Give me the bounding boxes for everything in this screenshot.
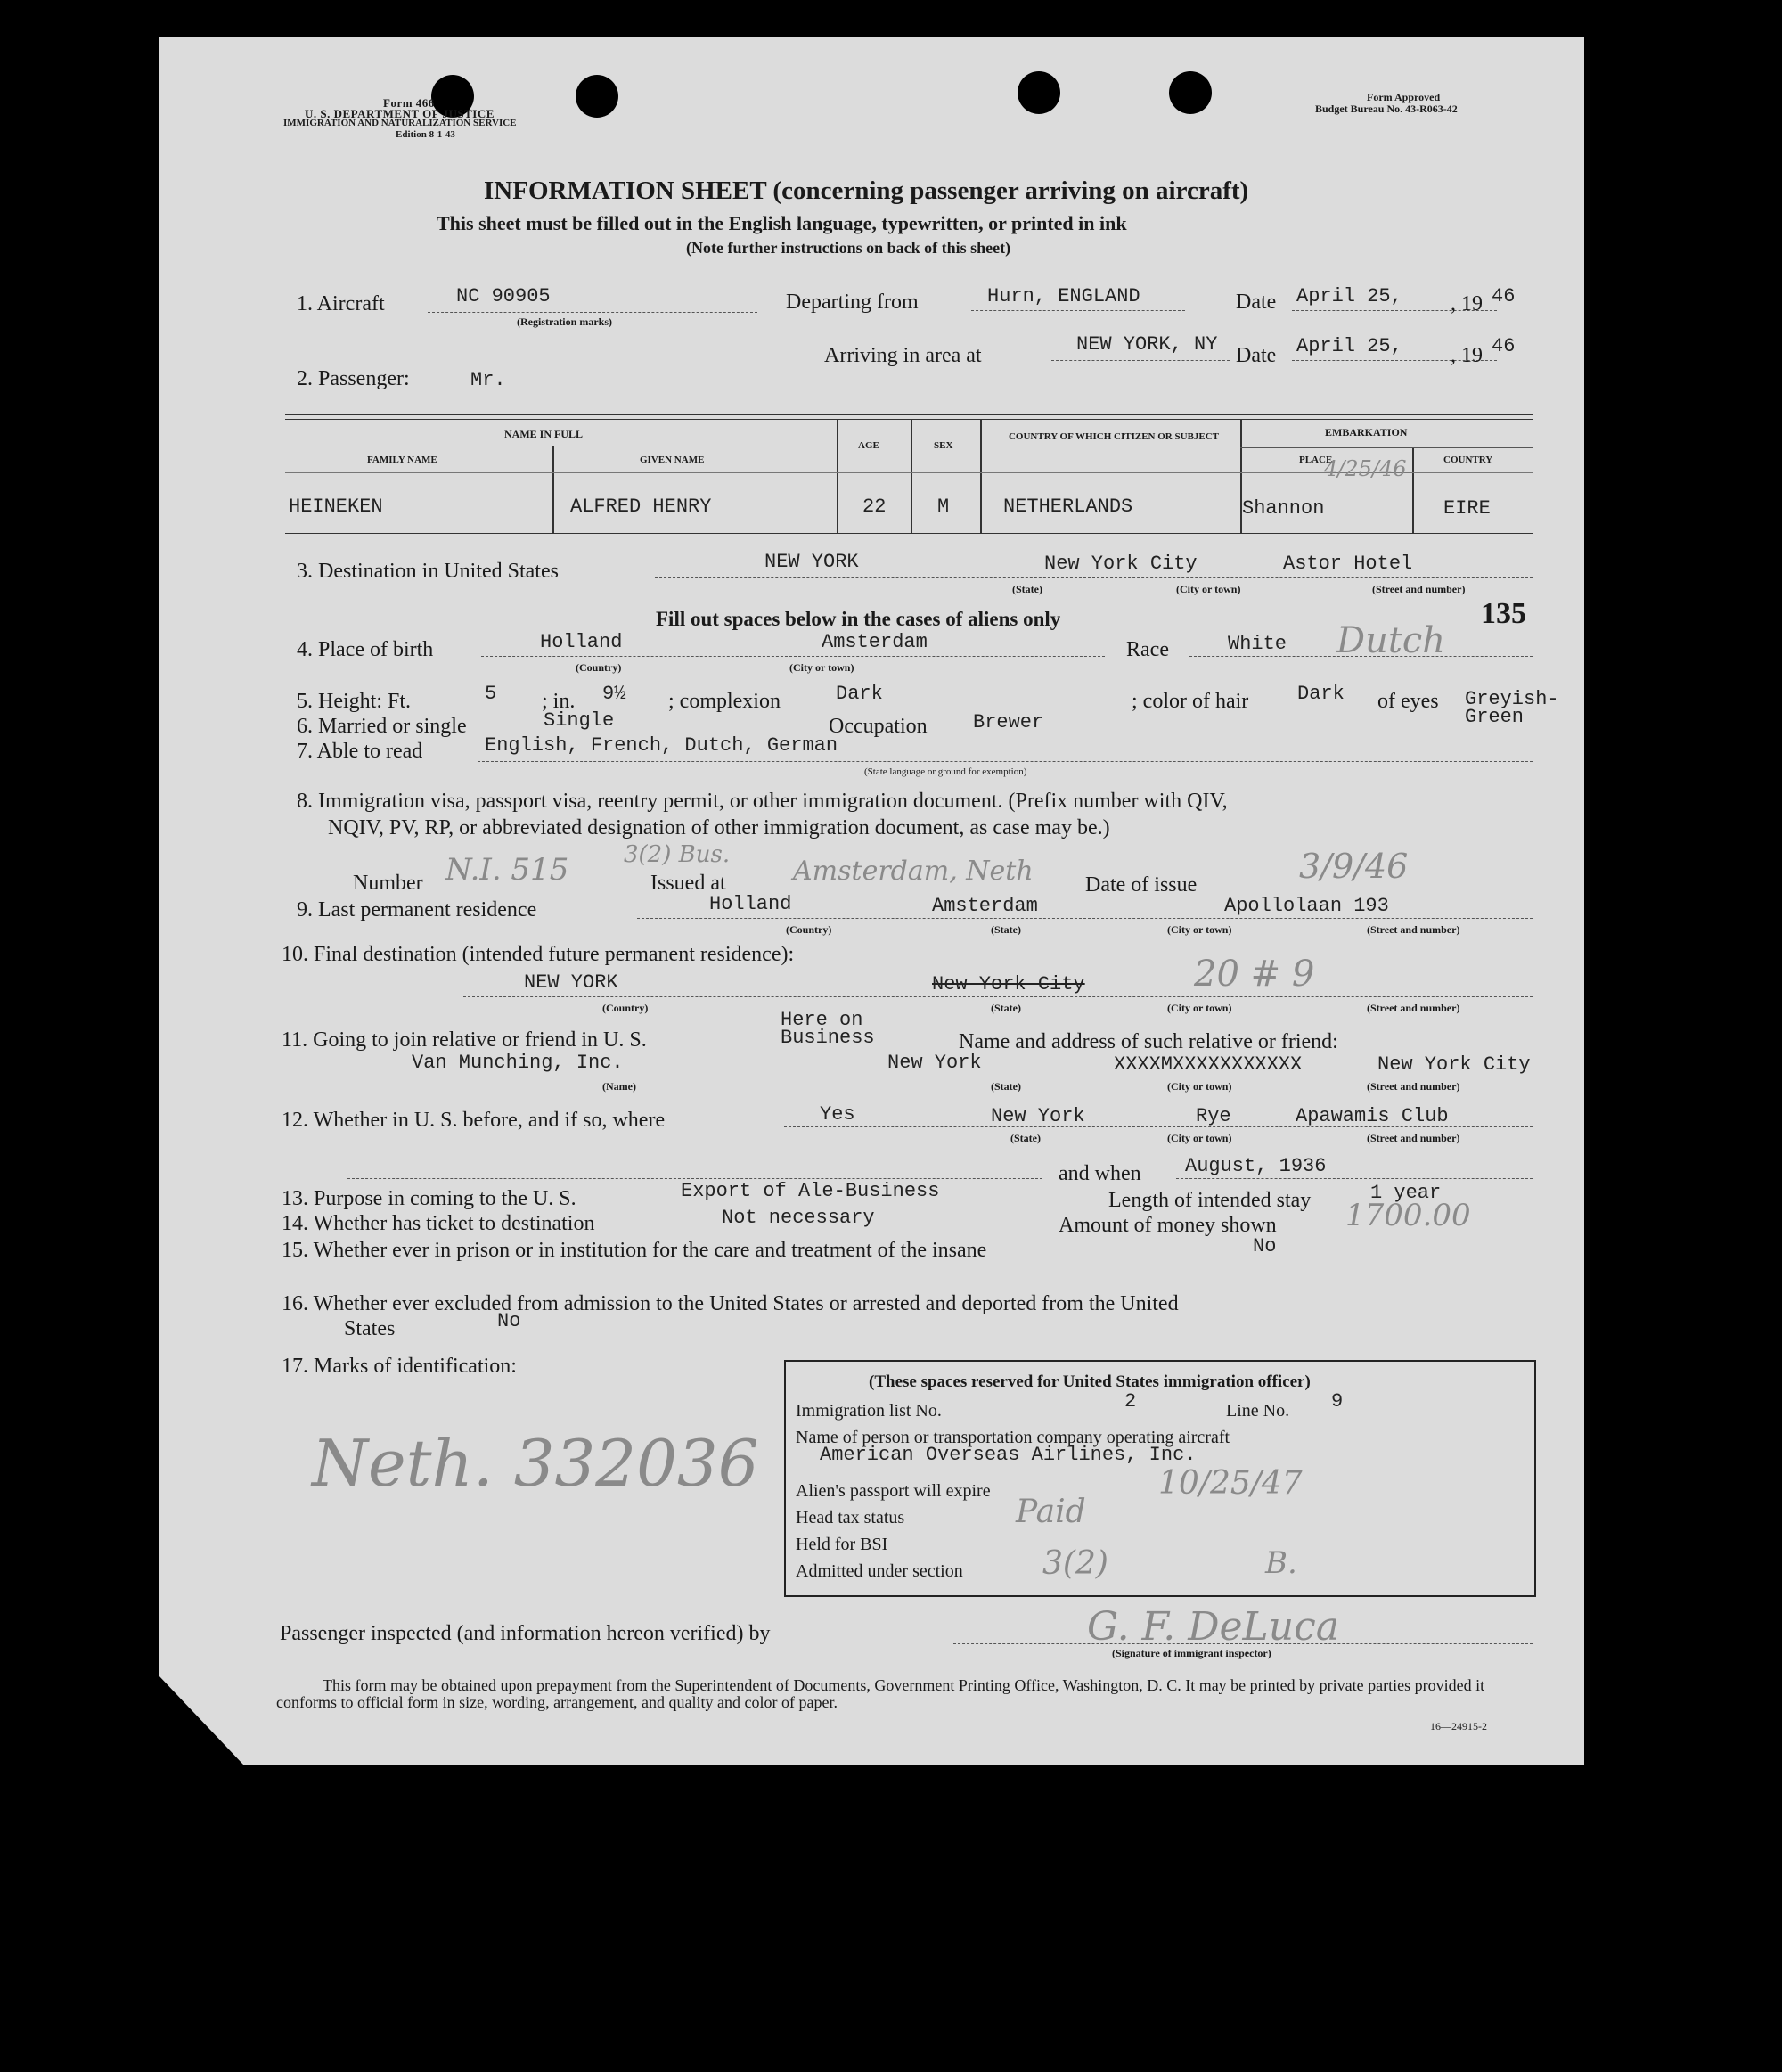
punch-hole xyxy=(1018,71,1060,114)
when-value[interactable]: August, 1936 xyxy=(1185,1155,1327,1177)
stamped-number: 135 xyxy=(1481,597,1526,630)
aircraft-value[interactable]: NC 90905 xyxy=(456,285,551,307)
col-name-in-full: NAME IN FULL xyxy=(504,428,584,440)
form-subtitle: This sheet must be filled out in the English language, typewritten, or printed in ink xyxy=(437,212,1127,234)
street-caption-4: (Street and number) xyxy=(1367,1080,1460,1093)
excluded-value[interactable]: No xyxy=(497,1310,521,1332)
doc-class-hand: 3(2) Bus. xyxy=(624,841,731,868)
before-street-value[interactable]: Apawamis Club xyxy=(1296,1105,1449,1127)
ticket-value[interactable]: Not necessary xyxy=(722,1207,875,1229)
name-caption: (Name) xyxy=(602,1080,636,1093)
dep-date-value[interactable]: April 25, xyxy=(1296,285,1402,307)
date-label-2: Date xyxy=(1236,344,1277,367)
friend-label: Name and address of such relative or friend: xyxy=(959,1030,1338,1053)
line-no-label: Line No. xyxy=(1226,1401,1290,1421)
complexion-value[interactable]: Dark xyxy=(836,683,883,705)
join-value-2[interactable]: Business xyxy=(781,1027,875,1049)
head-tax-value[interactable]: Paid xyxy=(1016,1494,1086,1530)
country-caption: (Country) xyxy=(576,661,622,674)
embark-handwritten-date: 4/25/46 xyxy=(1324,456,1407,481)
birth-country-value[interactable]: Holland xyxy=(540,631,623,653)
occupation-label: Occupation xyxy=(829,715,928,738)
friend-street-value[interactable]: New York City xyxy=(1377,1053,1531,1076)
company-label: Name of person or transportation company operating aircraft xyxy=(796,1428,1230,1447)
departing-label: Departing from xyxy=(786,291,919,314)
punch-hole xyxy=(576,75,618,118)
eyes-value-1[interactable]: Greyish- xyxy=(1465,688,1559,710)
prison-value[interactable]: No xyxy=(1253,1235,1277,1257)
year-prefix: , 19 xyxy=(1451,292,1483,315)
country-caption-2: (Country) xyxy=(786,923,832,936)
height-ft-value[interactable]: 5 xyxy=(485,683,497,705)
list-no-label: Immigration list No. xyxy=(796,1401,942,1421)
issue-date-hand[interactable]: 3/9/46 xyxy=(1299,847,1409,886)
marks-label: 17. Marks of identification: xyxy=(282,1355,517,1378)
inches-label: ; in. xyxy=(542,690,576,713)
city-caption: (City or town) xyxy=(1176,583,1241,595)
date-issue-label: Date of issue xyxy=(1085,873,1198,897)
birth-city-value[interactable]: Amsterdam xyxy=(822,631,928,653)
res-country-value[interactable]: Holland xyxy=(709,893,792,915)
embark-place-value[interactable]: Shannon xyxy=(1242,497,1325,520)
join-label: 11. Going to join relative or friend in U. S. xyxy=(282,1028,647,1052)
complexion-label: ; complexion xyxy=(668,690,781,713)
col-age: AGE xyxy=(858,440,879,451)
inspector-signature: G. F. DeLuca xyxy=(1087,1604,1339,1650)
excluded-label-1: 16. Whether ever excluded from admission to the United States or arrested and deported from the United xyxy=(282,1292,1179,1315)
immigration-doc-label-1: 8. Immigration visa, passport visa, reentry permit, or other immigration document. (Prefix number with QIV, xyxy=(297,790,1228,813)
dest-city-value[interactable]: New York City xyxy=(1044,553,1198,575)
before-city-value[interactable]: Rye xyxy=(1196,1105,1231,1127)
before-label: 12. Whether in U. S. before, and if so, where xyxy=(282,1109,666,1132)
service: IMMIGRATION AND NATURALIZATION SERVICE xyxy=(283,118,517,128)
city-caption-5: (City or town) xyxy=(1167,1080,1232,1093)
family-name-value[interactable]: HEINEKEN xyxy=(289,495,383,518)
street-caption: (Street and number) xyxy=(1372,583,1466,595)
head-tax-label: Head tax status xyxy=(796,1508,905,1527)
arriving-value[interactable]: NEW YORK, NY xyxy=(1076,333,1218,356)
footer-code: 16—24915-2 xyxy=(1430,1720,1487,1732)
street-caption-5: (Street and number) xyxy=(1367,1132,1460,1144)
city-caption-6: (City or town) xyxy=(1167,1132,1232,1144)
state-caption-5: (State) xyxy=(1010,1132,1041,1144)
year-prefix-2: , 19 xyxy=(1451,344,1483,367)
edition: Edition 8-1-43 xyxy=(396,129,455,140)
issued-at-hand[interactable]: Amsterdam, Neth xyxy=(793,856,1034,887)
col-family-name: FAMILY NAME xyxy=(367,455,437,465)
budget-number: Budget Bureau No. 43-R063-42 xyxy=(1315,102,1458,115)
passenger-label: 2. Passenger: xyxy=(297,367,410,390)
age-value[interactable]: 22 xyxy=(862,495,887,518)
state-caption-4: (State) xyxy=(991,1080,1021,1093)
res-street-value[interactable]: Apollolaan 193 xyxy=(1224,895,1389,917)
aircraft-label: 1. Aircraft xyxy=(297,292,385,315)
friend-state-value[interactable]: New York xyxy=(887,1052,982,1074)
final-hand: 20 # 9 xyxy=(1194,954,1315,995)
res-state-value[interactable]: Amsterdam xyxy=(932,895,1038,917)
final-dest-label: 10. Final destination (intended future permanent residence): xyxy=(282,943,795,966)
department: U. S. DEPARTMENT OF JUSTICE xyxy=(305,107,495,120)
destination-label: 3. Destination in United States xyxy=(297,560,559,583)
torn-corner xyxy=(159,1675,243,1765)
eyes-label: of eyes xyxy=(1377,690,1439,713)
list-no-value[interactable]: 2 xyxy=(1124,1390,1137,1413)
read-label: 7. Able to read xyxy=(297,740,423,763)
hair-value[interactable]: Dark xyxy=(1297,683,1345,705)
form-title: INFORMATION SHEET (concerning passenger arriving on aircraft) xyxy=(484,176,1249,205)
embark-country-value[interactable]: EIRE xyxy=(1443,497,1491,520)
birthplace-label: 4. Place of birth xyxy=(297,638,434,661)
friend-city-value[interactable]: XXXXMXXXXXXXXXXX xyxy=(1114,1053,1303,1076)
race-label: Race xyxy=(1126,638,1169,661)
doc-number-hand[interactable]: N.I. 515 xyxy=(446,852,569,888)
city-caption-4: (City or town) xyxy=(1167,1002,1232,1014)
admitted-label: Admitted under section xyxy=(796,1561,963,1581)
married-value[interactable]: Single xyxy=(544,709,615,732)
col-place: PLACE xyxy=(1299,455,1333,465)
line-no-value[interactable]: 9 xyxy=(1331,1390,1344,1413)
stay-value[interactable]: 1 year xyxy=(1370,1182,1442,1204)
state-caption-2: (State) xyxy=(991,923,1021,936)
prison-label: 15. Whether ever in prison or in institution for the care and treatment of the insane xyxy=(282,1239,987,1262)
signature-caption: (Signature of immigrant inspector) xyxy=(1112,1647,1271,1659)
inspected-label: Passenger inspected (and information hereon verified) by xyxy=(280,1622,771,1645)
married-label: 6. Married or single xyxy=(297,715,467,738)
company-value[interactable]: American Overseas Airlines, Inc. xyxy=(820,1444,1197,1466)
dep-year-value[interactable]: 46 xyxy=(1492,285,1516,307)
marks-handwritten: Neth. 332036 xyxy=(312,1426,759,1501)
city-caption-2: (City or town) xyxy=(789,661,854,674)
admitted-value[interactable]: 3(2) xyxy=(1042,1545,1108,1582)
country-caption-3: (Country) xyxy=(602,1002,649,1014)
race-value[interactable]: White xyxy=(1228,633,1287,655)
final-state-value[interactable]: New York City xyxy=(932,973,1085,995)
street-caption-3: (Street and number) xyxy=(1367,1002,1460,1014)
street-caption-2: (Street and number) xyxy=(1367,923,1460,936)
col-given-name: GIVEN NAME xyxy=(640,455,705,465)
friend-name-value[interactable]: Van Munching, Inc. xyxy=(412,1052,624,1074)
arriving-label: Arriving in area at xyxy=(824,344,982,367)
arr-year-value[interactable]: 46 xyxy=(1492,335,1516,357)
state-caption: (State) xyxy=(1012,583,1042,595)
col-embarkation: EMBARKATION xyxy=(1325,426,1408,438)
reg-marks-caption: (Registration marks) xyxy=(517,315,612,328)
departing-value[interactable]: Hurn, ENGLAND xyxy=(987,285,1140,307)
citizen-value[interactable]: NETHERLANDS xyxy=(1003,495,1133,518)
read-value[interactable]: English, French, Dutch, German xyxy=(485,734,838,757)
before-value[interactable]: Yes xyxy=(820,1103,855,1126)
footer-text: This form may be obtained upon prepayment from the Superintendent of Documents, Government Printing Office, Washington, D. C. It may be printed by private parties provided it conforms to official form in size, wording, arrangement, and quality and color of paper. xyxy=(276,1676,1485,1711)
col-country: COUNTRY xyxy=(1443,455,1493,465)
passport-expire-value[interactable]: 10/25/47 xyxy=(1158,1465,1303,1502)
admitted-value-b: B. xyxy=(1265,1545,1297,1581)
before-state-value[interactable]: New York xyxy=(991,1105,1085,1127)
officer-box-title: (These spaces reserved for United States immigration officer) xyxy=(869,1372,1311,1391)
eyes-value-2[interactable]: Green xyxy=(1465,706,1525,728)
state-caption-3: (State) xyxy=(991,1002,1021,1014)
state-language-caption: (State language or ground for exemption) xyxy=(864,766,1027,777)
form-approved: Form Approved xyxy=(1367,91,1441,103)
given-name-value[interactable]: ALFRED HENRY xyxy=(570,495,712,518)
form-note: (Note further instructions on back of this sheet) xyxy=(686,239,1011,257)
final-country-value[interactable]: NEW YORK xyxy=(524,971,618,994)
money-label: Amount of money shown xyxy=(1059,1214,1277,1237)
number-label: Number xyxy=(353,872,423,895)
ticket-label: 14. Whether has ticket to destination xyxy=(282,1212,595,1235)
passenger-value[interactable]: Mr. xyxy=(470,369,506,391)
race-handwritten: Dutch xyxy=(1336,620,1446,661)
punch-hole xyxy=(1169,71,1212,114)
arr-date-value[interactable]: April 25, xyxy=(1296,335,1402,357)
occupation-value[interactable]: Brewer xyxy=(973,711,1044,733)
dest-state-value[interactable]: NEW YORK xyxy=(764,551,859,573)
height-label: 5. Height: Ft. xyxy=(297,690,412,713)
col-sex: SEX xyxy=(934,440,953,451)
aliens-only-heading: Fill out spaces below in the cases of aliens only xyxy=(656,608,1061,630)
purpose-label: 13. Purpose in coming to the U. S. xyxy=(282,1187,576,1210)
city-caption-3: (City or town) xyxy=(1167,923,1232,936)
purpose-value[interactable]: Export of Ale-Business xyxy=(681,1180,940,1202)
col-country-citizen: COUNTRY OF WHICH CITIZEN OR SUBJECT xyxy=(1008,431,1220,442)
residence-label: 9. Last permanent residence xyxy=(297,898,537,921)
height-in-value[interactable]: 9½ xyxy=(602,683,626,705)
immigration-doc-label-2: NQIV, PV, RP, or abbreviated designation of other immigration document, as case may be.) xyxy=(328,816,1110,839)
and-when-label: and when xyxy=(1059,1162,1141,1185)
hair-label: ; color of hair xyxy=(1132,690,1249,713)
date-label: Date xyxy=(1236,291,1277,314)
excluded-label-2: States xyxy=(344,1317,396,1340)
money-value[interactable]: 1700.00 xyxy=(1345,1198,1471,1233)
sex-value[interactable]: M xyxy=(937,495,950,518)
issued-at-label: Issued at xyxy=(650,872,726,895)
dest-street-value[interactable]: Astor Hotel xyxy=(1283,553,1413,575)
stay-label: Length of intended stay xyxy=(1108,1189,1312,1212)
held-bsi-label: Held for BSI xyxy=(796,1535,888,1554)
join-value-1[interactable]: Here on xyxy=(781,1009,863,1031)
form-number: Form 466 xyxy=(383,96,435,110)
passport-expire-label: Alien's passport will expire xyxy=(796,1481,991,1501)
